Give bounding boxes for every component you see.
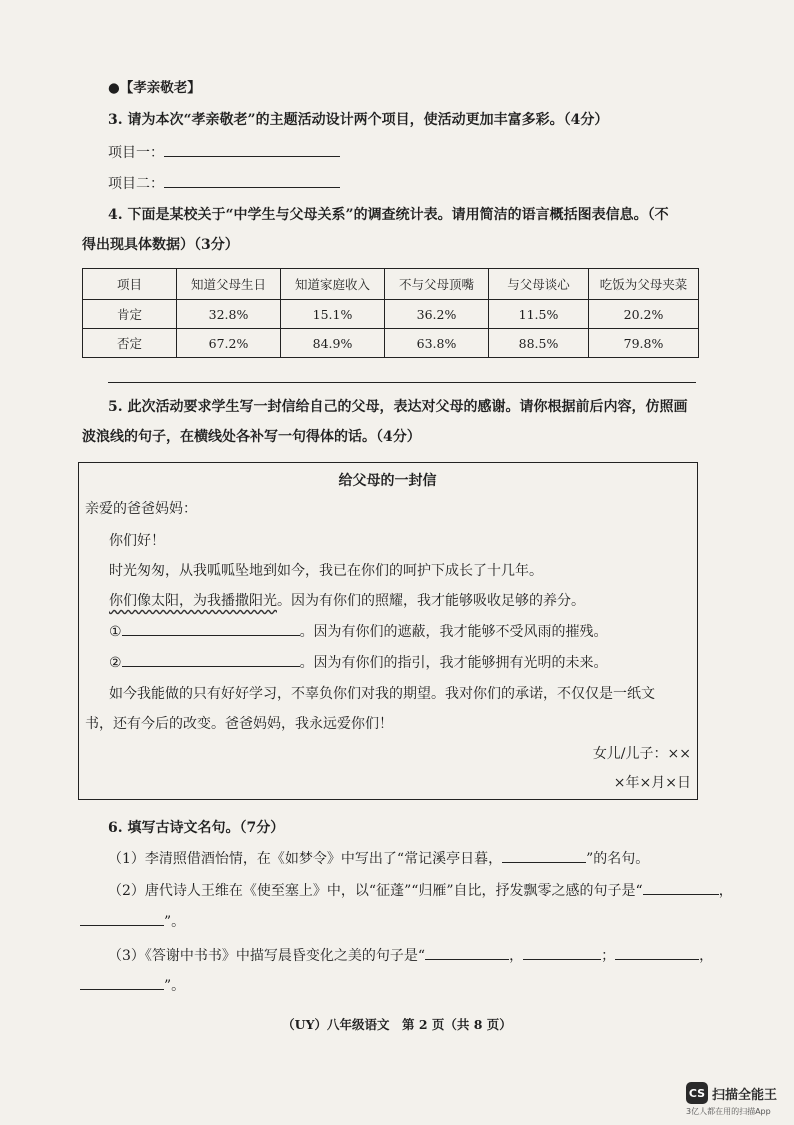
letter-salutation: 亲爱的爸爸妈妈： xyxy=(85,501,197,517)
q6-s3-comma-2: ， xyxy=(699,948,714,964)
q6-s2-blank-1[interactable] xyxy=(643,880,719,895)
table-header-cell: 与父母谈心 xyxy=(489,269,589,300)
q6-sentence-3 xyxy=(108,945,713,966)
letter-signature: 女儿/儿子：×× xyxy=(592,746,691,762)
q3-text: 3. 请为本次“孝亲敬老”的主题活动设计两个项目，使活动更加丰富多彩。（4分） xyxy=(108,112,609,128)
q6-s3-blank-3[interactable] xyxy=(615,945,699,960)
q6-s1-blank[interactable] xyxy=(502,848,586,863)
q4-text-line2: 得出现具体数据）（3分） xyxy=(82,237,239,253)
letter-paragraph-1: 时光匆匆，从我呱呱坠地到如今，我已在你们的呵护下成长了十几年。 xyxy=(109,563,543,579)
table-cell: 84.9% xyxy=(281,329,385,358)
q5-text-line2: 波浪线的句子，在横线处各补写一句得体的话。（4分） xyxy=(82,429,421,445)
letter-paragraph-3-line-1: 如今我能做的只有好好学习，不辜负你们对我的期望。我对你们的承诺，不仅仅是一纸文 xyxy=(109,686,655,702)
table-cell: 否定 xyxy=(83,329,177,358)
q6-sentence-3-cont xyxy=(80,975,185,996)
blank-marker-2: ② xyxy=(109,655,122,671)
q3-item2-input[interactable] xyxy=(164,173,340,188)
q6-s3-suffix: ”。 xyxy=(164,978,186,994)
table-cell: 79.8% xyxy=(589,329,699,358)
table-cell: 肯定 xyxy=(83,300,177,329)
table-cell: 20.2% xyxy=(589,300,699,329)
q6-s2-blank-2[interactable] xyxy=(80,911,164,926)
blank-marker-1: ① xyxy=(109,624,122,640)
table-cell: 32.8% xyxy=(177,300,281,329)
q3-item1 xyxy=(108,142,340,163)
q6-sentence-2 xyxy=(108,880,733,901)
letter-blank-line-1 xyxy=(109,621,608,642)
q6-s2-prefix: （2）唐代诗人王维在《使至塞上》中，以“征蓬”“归雁”自比，抒发飘零之感的句子是“ xyxy=(108,883,643,899)
q6-sentence-2-cont xyxy=(80,911,185,932)
table-cell: 36.2% xyxy=(385,300,489,329)
table-row xyxy=(83,300,699,329)
scanner-tagline: 3亿人都在用的扫描App xyxy=(686,1107,771,1116)
letter-blank-line-2 xyxy=(109,652,608,673)
q3-item2 xyxy=(108,173,340,194)
table-header-cell: 不与父母顶嘴 xyxy=(385,269,489,300)
letter-title: 给父母的一封信 xyxy=(338,473,437,489)
letter-paragraph-2 xyxy=(109,591,585,611)
letter-blank-2[interactable] xyxy=(122,652,300,667)
q3-item1-label: 项目一： xyxy=(108,145,164,161)
letter-paragraph-2-rest: 。因为有你们的照耀，我才能够吸收足够的养分。 xyxy=(277,593,585,609)
survey-table xyxy=(82,268,699,358)
scanner-app-name: 扫描全能王 xyxy=(712,1087,778,1103)
q6-s3-prefix: （3）《答谢中书书》中描写晨昏变化之美的句子是“ xyxy=(108,948,426,964)
letter-paragraph-3-line-2: 书，还有今后的改变。爸爸妈妈，我永远爱你们！ xyxy=(85,716,393,732)
table-cell: 88.5% xyxy=(489,329,589,358)
letter-blank-1[interactable] xyxy=(122,621,300,636)
q6-s1-suffix: ”的名句。 xyxy=(586,851,650,867)
q6-s1-prefix: （1）李清照借酒怡情，在《如梦令》中写出了“常记溪亭日暮， xyxy=(108,851,503,867)
section-title: ●【孝亲敬老】 xyxy=(108,80,201,96)
q6-s3-comma: ， xyxy=(509,948,524,964)
q6-text: 6. 填写古诗文名句。（7分） xyxy=(108,820,285,836)
q5-text-line1: 5. 此次活动要求学生写一封信给自己的父母，表达对父母的感谢。请你根据前后内容，仿照画 xyxy=(108,399,688,415)
q6-s3-blank-4[interactable] xyxy=(80,975,164,990)
table-cell: 15.1% xyxy=(281,300,385,329)
q4-answer-line[interactable] xyxy=(108,382,696,383)
q6-s3-blank-2[interactable] xyxy=(523,945,601,960)
q6-s3-semicolon: ； xyxy=(601,948,616,964)
q6-s2-suffix: ”。 xyxy=(164,914,186,930)
q4-text-line1: 4. 下面是某校关于“中学生与父母关系”的调查统计表。请用简洁的语言概括图表信息。（不 xyxy=(108,207,669,223)
table-cell: 11.5% xyxy=(489,300,589,329)
camscanner-logo-icon: CS xyxy=(686,1082,708,1104)
q3-item1-input[interactable] xyxy=(164,142,340,157)
blank-line-1-rest: 。因为有你们的遮蔽，我才能够不受风雨的摧残。 xyxy=(299,624,608,640)
table-header-row xyxy=(83,269,699,300)
q6-sentence-1 xyxy=(108,848,649,869)
letter-box xyxy=(78,462,698,800)
table-header-cell: 项目 xyxy=(83,269,177,300)
table-header-cell: 知道父母生日 xyxy=(177,269,281,300)
letter-greeting: 你们好！ xyxy=(109,533,165,549)
table-cell: 67.2% xyxy=(177,329,281,358)
letter-date: ×年×月×日 xyxy=(613,775,691,791)
q3-item2-label: 项目二： xyxy=(108,176,164,192)
table-cell: 63.8% xyxy=(385,329,489,358)
page-footer: （UY）八年级语文 第 2 页（共 8 页） xyxy=(282,1017,512,1032)
table-header-cell: 知道家庭收入 xyxy=(281,269,385,300)
table-row xyxy=(83,329,699,358)
blank-line-2-rest: 。因为有你们的指引，我才能够拥有光明的未来。 xyxy=(299,655,608,671)
table-header-cell: 吃饭为父母夹菜 xyxy=(589,269,699,300)
q6-s2-comma: ， xyxy=(718,883,733,899)
q6-s3-blank-1[interactable] xyxy=(425,945,509,960)
scanner-watermark xyxy=(686,1082,777,1104)
wavy-sentence: 你们像太阳，为我播撒阳光 xyxy=(109,593,277,609)
